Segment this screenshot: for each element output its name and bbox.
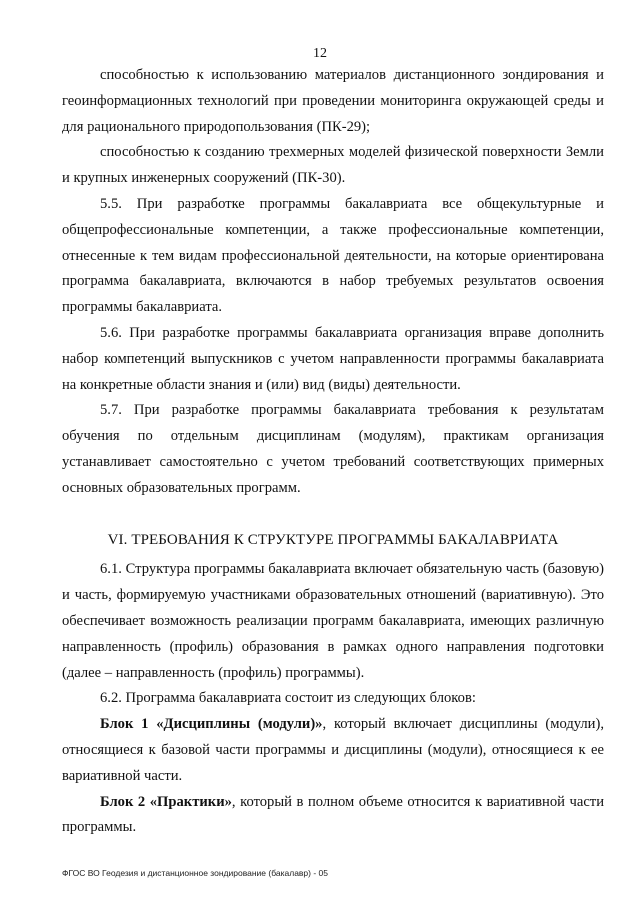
paragraph-5-5: 5.5. При разработке программы бакалавриата все общекультурные и общепрофессиональные компетенции, а также профессиональные компетенции, отнесенные к тем видам профессиональной деятельности, на которые ориентирована программа бакалавриата, включаются в набор требуемых результатов освоения программы бакалавриата.	[62, 195, 604, 316]
page-footer: ФГОС ВО Геодезия и дистанционное зондирование (бакалавр) - 05	[62, 868, 329, 878]
page-number: 12	[313, 46, 327, 61]
paragraph-pk30: способностью к созданию трехмерных моделей физической поверхности Земли и крупных инженерных сооружений (ПК-30).	[62, 144, 604, 187]
block-2-text: , который в полном объеме относится к вариативной части программы.	[62, 793, 604, 836]
page-content	[62, 63, 604, 841]
block-1-text: , который включает дисциплины (модули), относящиеся к базовой части программы и дисциплины (модули), относящиеся к ее вариативной части.	[62, 716, 605, 784]
paragraph-block-1	[62, 712, 604, 789]
paragraph-block-2	[62, 790, 604, 842]
paragraph-5-7: 5.7. При разработке программы бакалавриата требования к результатам обучения по отдельным дисциплинам (модулям), практикам организация устанавливает самостоятельно с учетом требований соответствующих примерных основных образовательных программ.	[62, 402, 604, 496]
paragraph-6-1: 6.1. Структура программы бакалавриата включает обязательную часть (базовую) и часть, формируемую участниками образовательных отношений (вариативную). Это обеспечивает возможность реализации программ бакалавриата, имеющих различную направленность (профиль) образования в рамках одного направления подготовки (далее – направленность (профиль) программы).	[62, 561, 604, 681]
block-2-title: Блок 2 «Практики»	[100, 793, 232, 810]
paragraph-5-6: 5.6. При разработке программы бакалавриата организация вправе дополнить набор компетенций выпускников с учетом направленности программы бакалавриата на конкретные области знания и (или) вид (виды) деятельности.	[62, 324, 604, 393]
paragraph-6-2: 6.2. Программа бакалавриата состоит из следующих блоков:	[100, 690, 476, 707]
paragraph-pk29: способностью к использованию материалов дистанционного зондирования и геоинформационных технологий при проведении мониторинга окружающей среды и для рационального природопользования (ПК-29);	[62, 67, 604, 135]
block-1-title: Блок 1 «Дисциплины (модули)»	[100, 716, 323, 733]
section-heading: VI. ТРЕБОВАНИЯ К СТРУКТУРЕ ПРОГРАММЫ БАКАЛАВРИАТА	[107, 531, 559, 548]
